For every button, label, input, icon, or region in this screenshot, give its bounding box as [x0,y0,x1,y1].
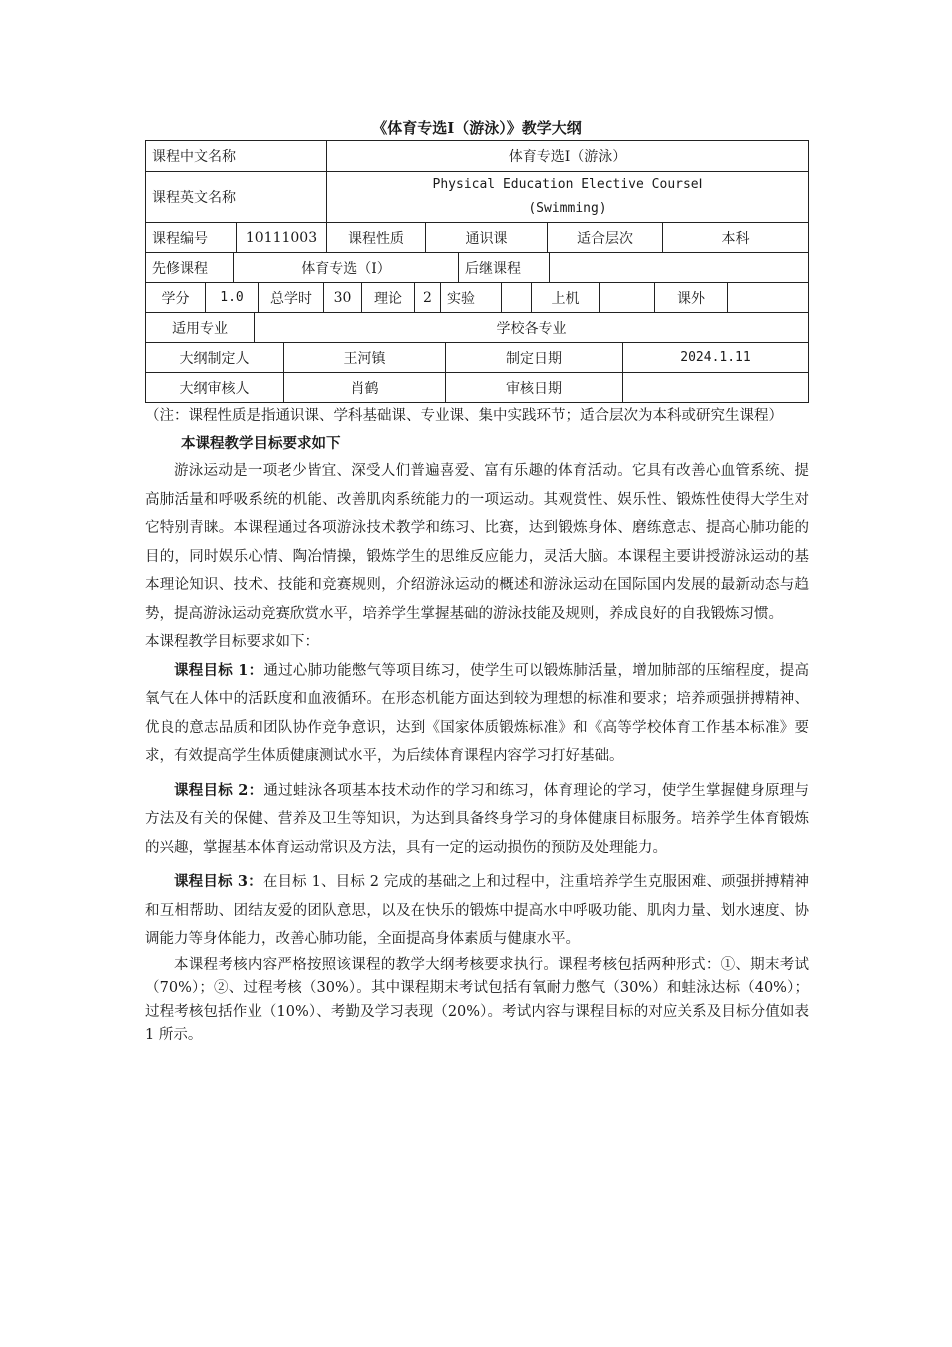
computer-value [600,283,655,312]
code-label: 课程编号 [146,223,237,252]
reviewer-label: 大纲审核人 [146,373,284,402]
extra-label: 课外 [655,283,728,312]
table-note: （注：课程性质是指通识课、学科基础课、专业课、集中实践环节；适合层次为本科或研究生课程） [145,408,783,424]
major-label: 适用专业 [146,313,255,342]
table-row [145,373,809,403]
en-name-label: 课程英文名称 [146,172,327,222]
theory-value: 2 [415,283,441,312]
goals-intro: 本课程教学目标要求如下： [145,634,319,650]
theory-label: 理论 [362,283,415,312]
goal-2-text: 通过蛙泳各项基本技术动作的学习和练习，体育理论的学习，使学生掌握健身原理与方法及有关的保健、营养及卫生等知识，为达到具备终身学习的身体健康目标服务。培养学生体育锻炼的兴趣，掌握基本体育运动常识及方法，具有一定的运动损伤的预防及处理能力。 [145,782,809,856]
table-row [145,140,809,172]
goal-1-label: 课程目标 1： [174,661,264,679]
author-label: 大纲制定人 [146,343,284,372]
goal-3-paragraph [145,868,809,954]
hours-value: 30 [324,283,362,312]
course-info-table [145,140,809,403]
author-value: 王河镇 [284,343,446,372]
computer-label: 上机 [532,283,600,312]
table-row [145,223,809,253]
major-value: 学校各专业 [496,320,567,337]
en-name-line-2: (Swimming) [528,201,607,216]
review-date-label: 审核日期 [446,373,623,402]
hours-label: 总学时 [259,283,324,312]
intro-paragraph: 游泳运动是一项老少皆宜、深受人们普遍喜爱、富有乐趣的体育活动。它具有改善心血管系统、提高肺活量和呼吸系统的机能、改善肌肉系统能力的一项运动。其观赏性、娱乐性、锻炼性使得大学生对它特别青睐。本课程通过各项游泳技术教学和练习、比赛，达到锻炼身体、磨练意志、提高心肺功能的目的，同时娱乐心情、陶冶情操，锻炼学生的思维反应能力，灵活大脑。本课程主要讲授游泳运动的基本理论知识、技术、技能和竞赛规则，介绍游泳运动的概述和游泳运动在国际国内发展的最新动态与趋势，提高游泳运动竞赛欣赏水平，培养学生掌握基础的游泳技能及规则，养成良好的自我锻炼习惯。 [145,463,809,622]
lab-value [502,283,532,312]
date-label: 制定日期 [446,343,623,372]
credit-label: 学分 [146,283,206,312]
level-label: 适合层次 [548,223,663,252]
table-row [145,253,809,283]
followup-value [550,253,808,282]
section-heading: 本课程教学目标要求如下 [181,435,341,452]
nature-label: 课程性质 [327,223,426,252]
review-date-value [623,373,808,402]
prereq-value: 体育专选（I） [234,253,459,282]
reviewer-value: 肖鹤 [284,373,446,402]
goal-2-paragraph [145,777,809,863]
lab-label: 实验 [441,283,502,312]
credit-value: 1.0 [206,283,259,312]
goal-3-text: 在目标 1、目标 2 完成的基础之上和过程中，注重培养学生克服困难、顽强拼搏精神和互相帮助、团结友爱的团队意思，以及在快乐的锻炼中提高水中呼吸功能、肌肉力量、划水速度、协调能力等身体能力，改善心肺功能，全面提高身体素质与健康水平。 [145,874,810,947]
en-name-value [327,172,808,222]
extra-value [728,283,808,312]
goal-2-label: 课程目标 2： [174,781,264,799]
date-value: 2024.1.11 [680,350,751,365]
cn-name-label: 课程中文名称 [146,141,327,171]
followup-label: 后继课程 [459,253,550,282]
document-title: 《体育专选Ⅰ（游泳）》教学大纲 [372,119,582,137]
goal-1-paragraph [145,657,809,771]
cn-name-value: 体育专选Ⅰ（游泳） [508,149,627,165]
table-row [145,313,809,343]
en-name-line-1: Physical Education Elective CourseⅠ [432,177,703,192]
prereq-label: 先修课程 [146,253,234,282]
goal-3-label: 课程目标 3： [174,873,263,890]
assessment-paragraph: 本课程考核内容严格按照该课程的教学大纲考核要求执行。课程考核包括两种形式：①、期末考试（70%）；②、过程考核（30%）。其中课程期末考试包括有氧耐力憋气（30%）和蛙泳达标（40%）；过程考核包括作业（10%）、考勤及学习表现（20%）。考试内容与课程目标的对应关系及目标分值如表 1 所示。 [145,956,809,1043]
table-row [145,283,809,313]
table-row [145,343,809,373]
goal-1-text: 通过心肺功能憋气等项目练习，使学生可以锻炼肺活量，增加肺部的压缩程度，提高氧气在人体中的活跃度和血液循环。在形态机能方面达到较为理想的标准和要求；培养顽强拼搏精神、优良的意志品质和团队协作竞争意识，达到《国家体质锻炼标准》和《高等学校体育工作基本标准》要求，有效提高学生体质健康测试水平，为后续体育课程内容学习打好基础。 [145,662,809,764]
syllabus-page [145,116,809,1048]
nature-value: 通识课 [426,223,548,252]
level-value: 本科 [721,230,750,247]
table-row [145,172,809,223]
code-value: 10111003 [237,223,327,252]
